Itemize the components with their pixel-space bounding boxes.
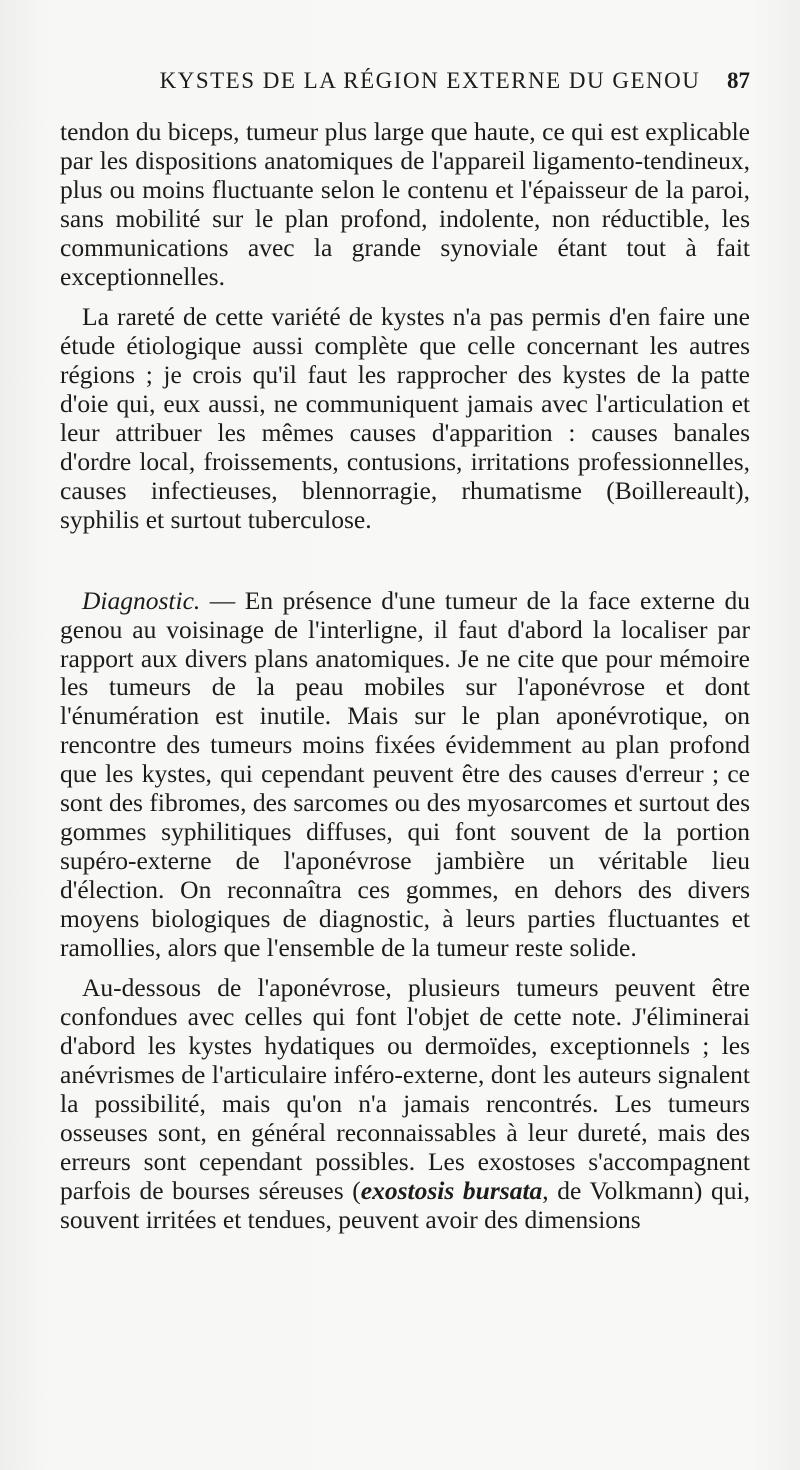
paragraph-text: La rareté de cette variété de kystes n'a pas permis d'en faire une étude étiologique aussi complète que celle concernant les autres régions ; je crois qu'il faut les rapprocher des kystes de la patte d'oie qui, eux aussi, ne communiquent jamais avec l'articulation et leur attribuer les mêmes causes d'apparition : causes banales d'ordre local, froissements, contusions, irritations professionnelles, causes infectieuses, blennorragie, rhumatisme (Boillereault), syphilis et surtout tuberculose. — [60, 302, 750, 534]
page-header — [60, 68, 750, 94]
paragraph-differential — [60, 974, 750, 1234]
paragraph-continued — [60, 118, 750, 291]
page-number: 87 — [727, 68, 750, 93]
paragraph-text: tendon du biceps, tumeur plus large que haute, ce qui est explicable par les dispositions anatomiques de l'appareil ligamento-tendineux, plus ou moins fluctuante selon le contenu et l'épaisseur de la paroi, sans mobilité sur le plan profond, indolente, non réductible, les communications avec la grande synoviale étant tout à fait exceptionnelles. — [60, 117, 750, 291]
paragraph-etiology — [60, 303, 750, 534]
paragraph-text: — En présence d'une tumeur de la face externe du genou au voisinage de l'interligne, il faut d'abord la localiser par rapport aux divers plans anatomiques. Je ne cite que pour mémoire les tumeurs de la peau mobiles sur l'aponévrose et dont l'énumération est inutile. Mais sur le plan aponévrotique, on rencontre des tumeurs moins fixées évidemment au plan profond que les kystes, qui cependant peuvent être des causes d'erreur ; ce sont des fibromes, des sarcomes ou des myosarcomes et surtout des gommes syphilitiques diffuses, qui font souvent de la portion supéro-externe de l'aponévrose jambière un véritable lieu d'élection. On reconnaîtra ces gommes, en dehors des divers moyens biologiques de diagnostic, à leurs parties fluctuantes et ramollies, alors que l'ensemble de la tumeur reste solide. — [60, 585, 750, 962]
paragraph-text: , de Volkmann) qui, souvent irritées et tendues, peuvent avoir des dimensions — [60, 1175, 750, 1234]
section-heading: Diagnostic. — [82, 585, 201, 615]
paragraph-text: Au-dessous de l'aponévrose, plusieurs tumeurs peuvent être confondues avec celles qui font l'objet de cette note. J'éliminerai d'abord les kystes hydatiques ou dermoïdes, exceptionnels ; les anévrismes de l'articulaire inféro-externe, dont les auteurs signalent la possibilité, mais qu'on n'a jamais rencontrés. Les tumeurs osseuses sont, en général reconnaissables à leur dureté, mais des erreurs sont cependant possibles. Les exostoses s'accompagnent parfois de bourses séreuses ( — [60, 973, 750, 1205]
paragraph-diagnostic — [60, 587, 750, 963]
running-title: KYSTES DE LA RÉGION EXTERNE DU GENOU — [159, 68, 701, 93]
latin-term: exostosis bursata — [360, 1175, 543, 1205]
body-text — [60, 118, 750, 1235]
